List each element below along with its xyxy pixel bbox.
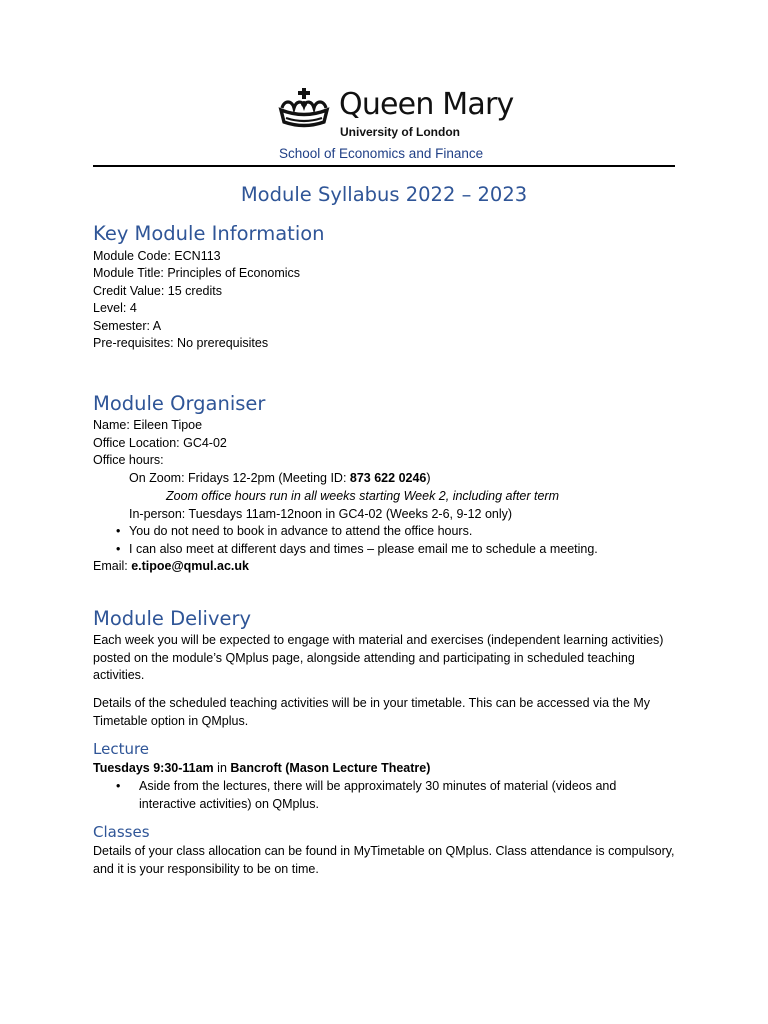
key-info-line: Pre-requisites: No prerequisites bbox=[93, 336, 269, 350]
zoom-hours-end: ) bbox=[426, 471, 431, 485]
in-person-hours: In-person: Tuesdays 11am-12noon in GC4-02 (Weeks 2-6, 9-12 only) bbox=[129, 507, 513, 521]
key-info-line: Level: 4 bbox=[93, 301, 137, 315]
crown-icon bbox=[278, 88, 330, 130]
key-info-heading: Key Module Information bbox=[93, 222, 325, 245]
bullet-marker: • bbox=[116, 542, 121, 556]
key-info-line: Semester: A bbox=[93, 319, 162, 333]
school-name: School of Economics and Finance bbox=[279, 146, 484, 161]
classes-paragraph: Details of your class allocation can be found in MyTimetable on QMplus. Class attendance is compulsory, and it is your responsibility to be on time. bbox=[93, 844, 675, 876]
header-divider bbox=[93, 165, 675, 167]
bullet-marker: • bbox=[116, 524, 121, 538]
office-hours-bullet: I can also meet at different days and times – please email me to schedule a meeting. bbox=[129, 542, 598, 556]
lecture-in: in bbox=[213, 761, 231, 775]
office-hours-label: Office hours: bbox=[93, 453, 164, 467]
email-address[interactable]: e.tipoe@qmul.ac.uk bbox=[131, 559, 249, 573]
bullet-marker: • bbox=[116, 779, 121, 793]
zoom-hours bbox=[129, 470, 431, 487]
logo-subtitle: University of London bbox=[340, 125, 460, 139]
organiser-heading: Module Organiser bbox=[93, 392, 266, 415]
key-info-line: Module Code: ECN113 bbox=[93, 249, 221, 263]
zoom-hours-text: On Zoom: Fridays 12-2pm (Meeting ID: bbox=[129, 471, 350, 485]
email-line bbox=[93, 558, 249, 575]
organiser-name: Name: Eileen Tipoe bbox=[93, 418, 203, 432]
lecture-time: Tuesdays 9:30-11am bbox=[93, 761, 214, 775]
lecture-heading: Lecture bbox=[93, 740, 150, 758]
key-info-line: Module Title: Principles of Economics bbox=[93, 266, 301, 280]
zoom-note: Zoom office hours run in all weeks starting Week 2, including after term bbox=[166, 489, 559, 503]
logo-name: Queen Mary bbox=[339, 87, 514, 122]
page-title: Module Syllabus 2022 – 2023 bbox=[240, 183, 528, 206]
timetable-paragraph: Details of the scheduled teaching activities will be in your timetable. This can be accessed via the My Timetable option in QMplus. bbox=[93, 696, 651, 728]
office-hours-bullet: You do not need to book in advance to attend the office hours. bbox=[129, 524, 473, 538]
lecture-venue: Bancroft (Mason Lecture Theatre) bbox=[230, 761, 431, 775]
key-info-line: Credit Value: 15 credits bbox=[93, 284, 222, 298]
office-location: Office Location: GC4-02 bbox=[93, 436, 227, 450]
delivery-paragraph: Each week you will be expected to engage with material and exercises (independent learning activities) posted on the module’s QMplus page, alongside attending and participating in scheduled teaching activities. bbox=[93, 633, 664, 682]
email-label: Email: bbox=[93, 559, 132, 573]
classes-heading: Classes bbox=[93, 823, 150, 841]
lecture-schedule bbox=[93, 760, 430, 777]
lecture-bullet: Aside from the lectures, there will be approximately 30 minutes of material (videos and interactive activities) on QMplus. bbox=[139, 779, 617, 811]
delivery-heading: Module Delivery bbox=[93, 607, 252, 630]
zoom-meeting-id[interactable]: 873 622 0246 bbox=[349, 471, 427, 485]
